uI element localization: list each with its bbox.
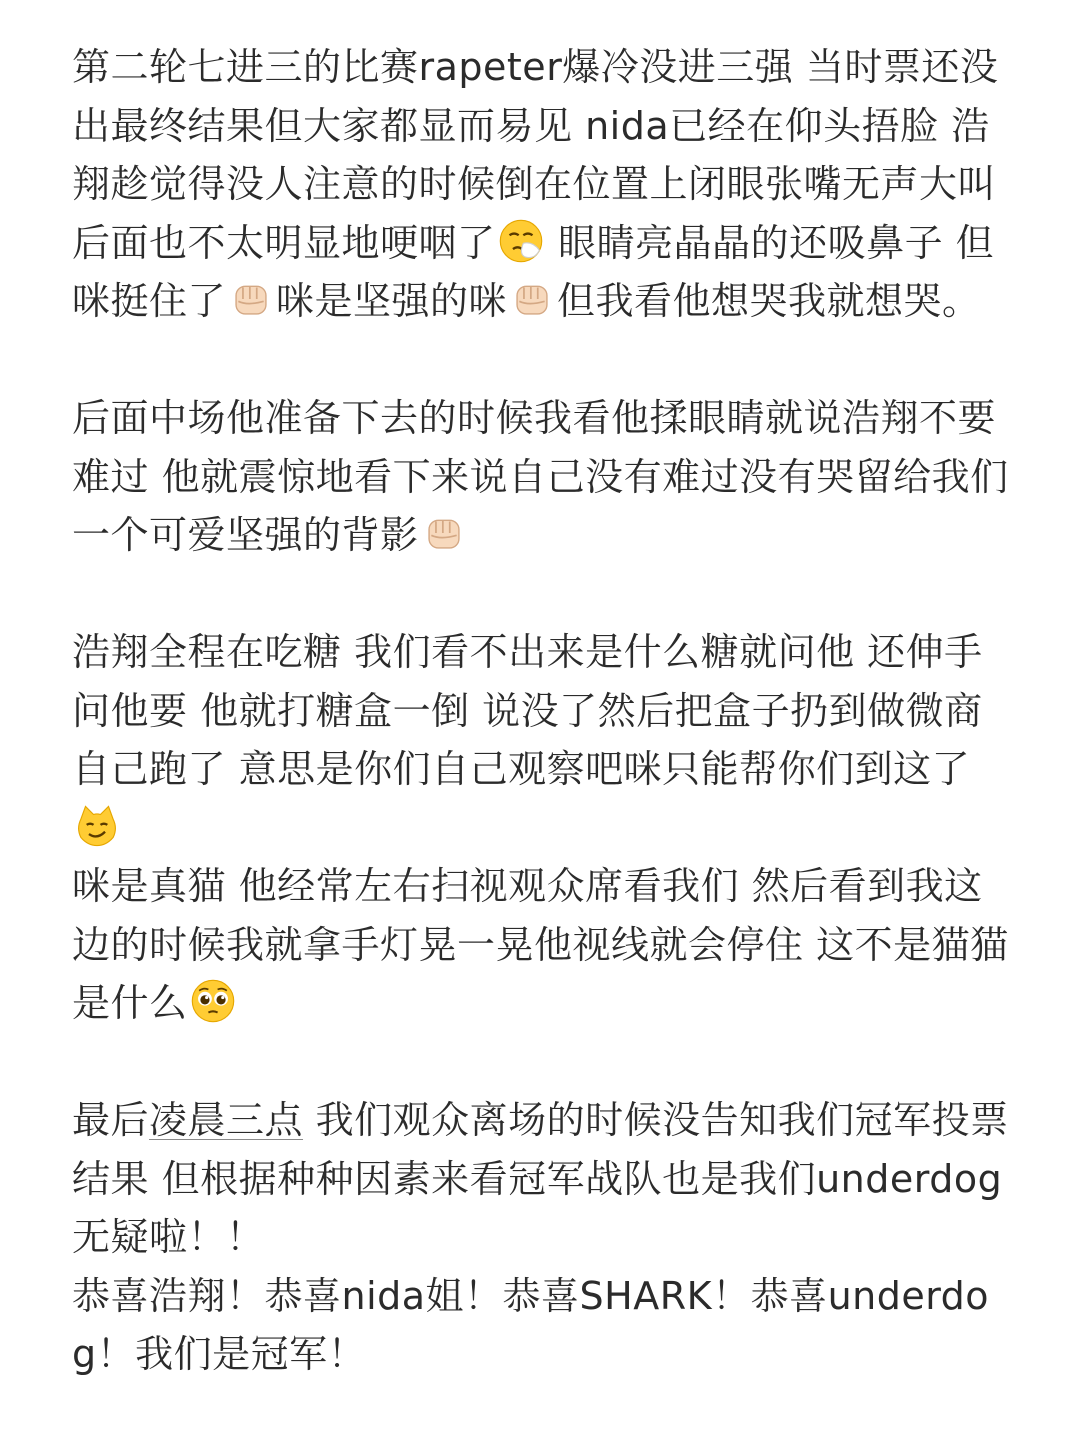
pleading-face-icon [190, 978, 236, 1024]
smirking-cat-icon [74, 803, 120, 849]
paragraph-4-text: 咪是真猫 他经常左右扫视观众席看我们 然后看到我这边的时候我就拿手灯晃一晃他视线就会停住 这不是猫猫是什么 [72, 864, 1009, 1025]
paragraph-1-text-b: 眼睛亮晶晶的还吸鼻子 但咪挺住了 [72, 220, 995, 323]
paragraph-1 [72, 38, 1012, 331]
paragraph-spacer [72, 331, 1012, 390]
paragraph-5-text-b: 我们观众离场的时候没告知我们冠军投票结果 但根据种种因素来看冠军战队也是我们underdog无疑啦！！ [72, 1098, 1009, 1259]
underlined-time-link[interactable]: 凌晨三点 [149, 1098, 304, 1142]
raised-fist-icon [228, 276, 274, 322]
paragraph-spacer [72, 1033, 1012, 1092]
paragraph-spacer [72, 565, 1012, 624]
paragraph-2 [72, 389, 1012, 565]
paragraph-1-text-d: 但我看他想哭我就想哭。 [557, 279, 981, 323]
paragraph-5 [72, 1091, 1012, 1267]
paragraph-3 [72, 623, 1012, 857]
paragraph-1-text-a: 第二轮七进三的比赛rapeter爆冷没进三强 当时票还没出最终结果但大家都显而易见 nida已经在仰头捂脸 浩翔趁觉得没人注意的时候倒在位置上闭眼张嘴无声大叫 后面也不太明显地哽咽了 [72, 45, 1009, 265]
paragraph-2-text: 后面中场他准备下去的时候我看他揉眼睛就说浩翔不要难过 他就震惊地看下来说自己没有难过没有哭留给我们一个可爱坚强的背影 [72, 396, 1009, 557]
paragraph-1-text-c: 咪是坚强的咪 [276, 279, 508, 323]
raised-fist-icon [509, 276, 555, 322]
paragraph-6 [72, 1267, 1012, 1384]
post-body [72, 38, 1012, 1384]
paragraph-6-text: 恭喜浩翔！恭喜nida姐！恭喜SHARK！恭喜underdog！我们是冠军！ [72, 1273, 990, 1376]
paragraph-3-text: 浩翔全程在吃糖 我们看不出来是什么糖就问他 还伸手问他要 他就打糖盒一倒 说没了然后把盒子扔到做微商自己跑了 意思是你们自己观察吧咪只能帮你们到这了 [72, 630, 983, 791]
raised-fist-icon [421, 510, 467, 556]
sneezing-face-icon [498, 218, 544, 264]
paragraph-5-text-a: 最后 [72, 1098, 150, 1142]
paragraph-4 [72, 857, 1012, 1033]
